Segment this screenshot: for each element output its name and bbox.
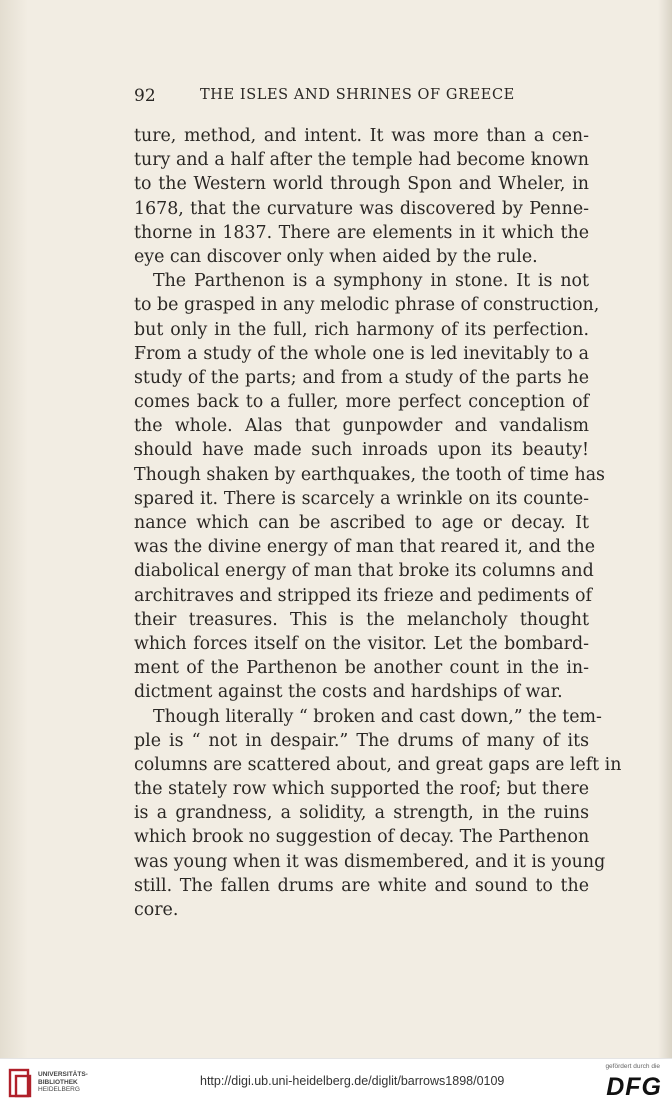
text-line: thorne in 1837. There are elements in it which the — [134, 222, 589, 243]
text-line: From a study of the whole one is led inevitably to a — [134, 343, 589, 364]
text-line: tury and a half after the temple had become known — [134, 150, 589, 171]
text-line: Though literally “ broken and cast down,” the tem- — [153, 706, 602, 727]
text-line: the whole. Alas that gunpowder and vandalism — [134, 416, 589, 437]
library-name-line: BIBLIOTHEK — [38, 1078, 78, 1086]
page-edge-shadow — [658, 0, 672, 1058]
text-line: which brook no suggestion of decay. The Parthenon — [134, 827, 590, 848]
university-library-name — [38, 1071, 88, 1094]
funder-note: gefördert durch die — [605, 1063, 660, 1070]
body-text — [134, 124, 622, 922]
university-library-logo-icon — [8, 1067, 34, 1099]
text-line: architraves and stripped its frieze and pediments of — [134, 585, 592, 606]
text-line: study of the parts; and from a study of the parts he — [134, 367, 589, 388]
text-line: ment of the Parthenon be another count in the in- — [134, 658, 589, 679]
text-line: but only in the full, rich harmony of its perfection. — [134, 319, 589, 340]
running-title: THE ISLES AND SHRINES OF GREECE — [200, 87, 515, 103]
text-line: diabolical energy of man that broke its columns and — [134, 561, 594, 582]
text-line: eye can discover only when aided by the rule. — [134, 246, 538, 267]
dfg-logo: DFG — [606, 1073, 662, 1101]
library-name-line: HEIDELBERG — [38, 1086, 80, 1093]
text-line: core. — [134, 900, 179, 920]
text-line: which forces itself on the visitor. Let the bombard- — [134, 633, 589, 654]
text-line: the stately row which supported the roof; but there — [134, 779, 589, 800]
text-line: The Parthenon is a symphony in stone. It is not — [153, 271, 589, 292]
viewer-footer — [0, 1058, 672, 1108]
page-number: 92 — [134, 86, 156, 106]
text-line: was the divine energy of man that reared it, and the — [134, 537, 596, 558]
page-header — [134, 86, 589, 112]
text-line: 1678, that the curvature was discovered by Penne- — [134, 198, 589, 219]
text-line: columns are scattered about, and great gaps are left in — [134, 754, 622, 775]
text-line: was young when it was dismembered, and it is young — [134, 851, 606, 872]
text-line: to the Western world through Spon and Wheler, in — [134, 174, 589, 195]
text-line: ple is “ not in despair.” The drums of many of its — [134, 730, 589, 751]
text-line: ture, method, and intent. It was more than a cen- — [134, 126, 589, 146]
text-line: dictment against the costs and hardships of war. — [134, 682, 563, 703]
page-gutter-shadow — [0, 0, 28, 1058]
permalink-url[interactable]: http://digi.ub.uni-heidelberg.de/diglit/barrows1898/0109 — [200, 1074, 505, 1088]
text-line: should have made such inroads upon its beauty! — [134, 440, 589, 461]
text-line: still. The fallen drums are white and sound to the — [134, 875, 589, 896]
text-line: to be grasped in any melodic phrase of construction, — [134, 295, 600, 316]
text-line: spared it. There is scarcely a wrinkle on its counte- — [134, 488, 589, 509]
text-line: comes back to a fuller, more perfect conception of — [134, 392, 589, 413]
library-name-line: UNIVERSITÄTS- — [38, 1071, 88, 1078]
text-line: is a grandness, a solidity, a strength, in the ruins — [134, 803, 589, 824]
text-line: their treasures. This is the melancholy thought — [134, 609, 589, 630]
text-line: Though shaken by earthquakes, the tooth of time has — [134, 464, 605, 485]
text-line: nance which can be ascribed to age or decay. It — [134, 513, 589, 533]
